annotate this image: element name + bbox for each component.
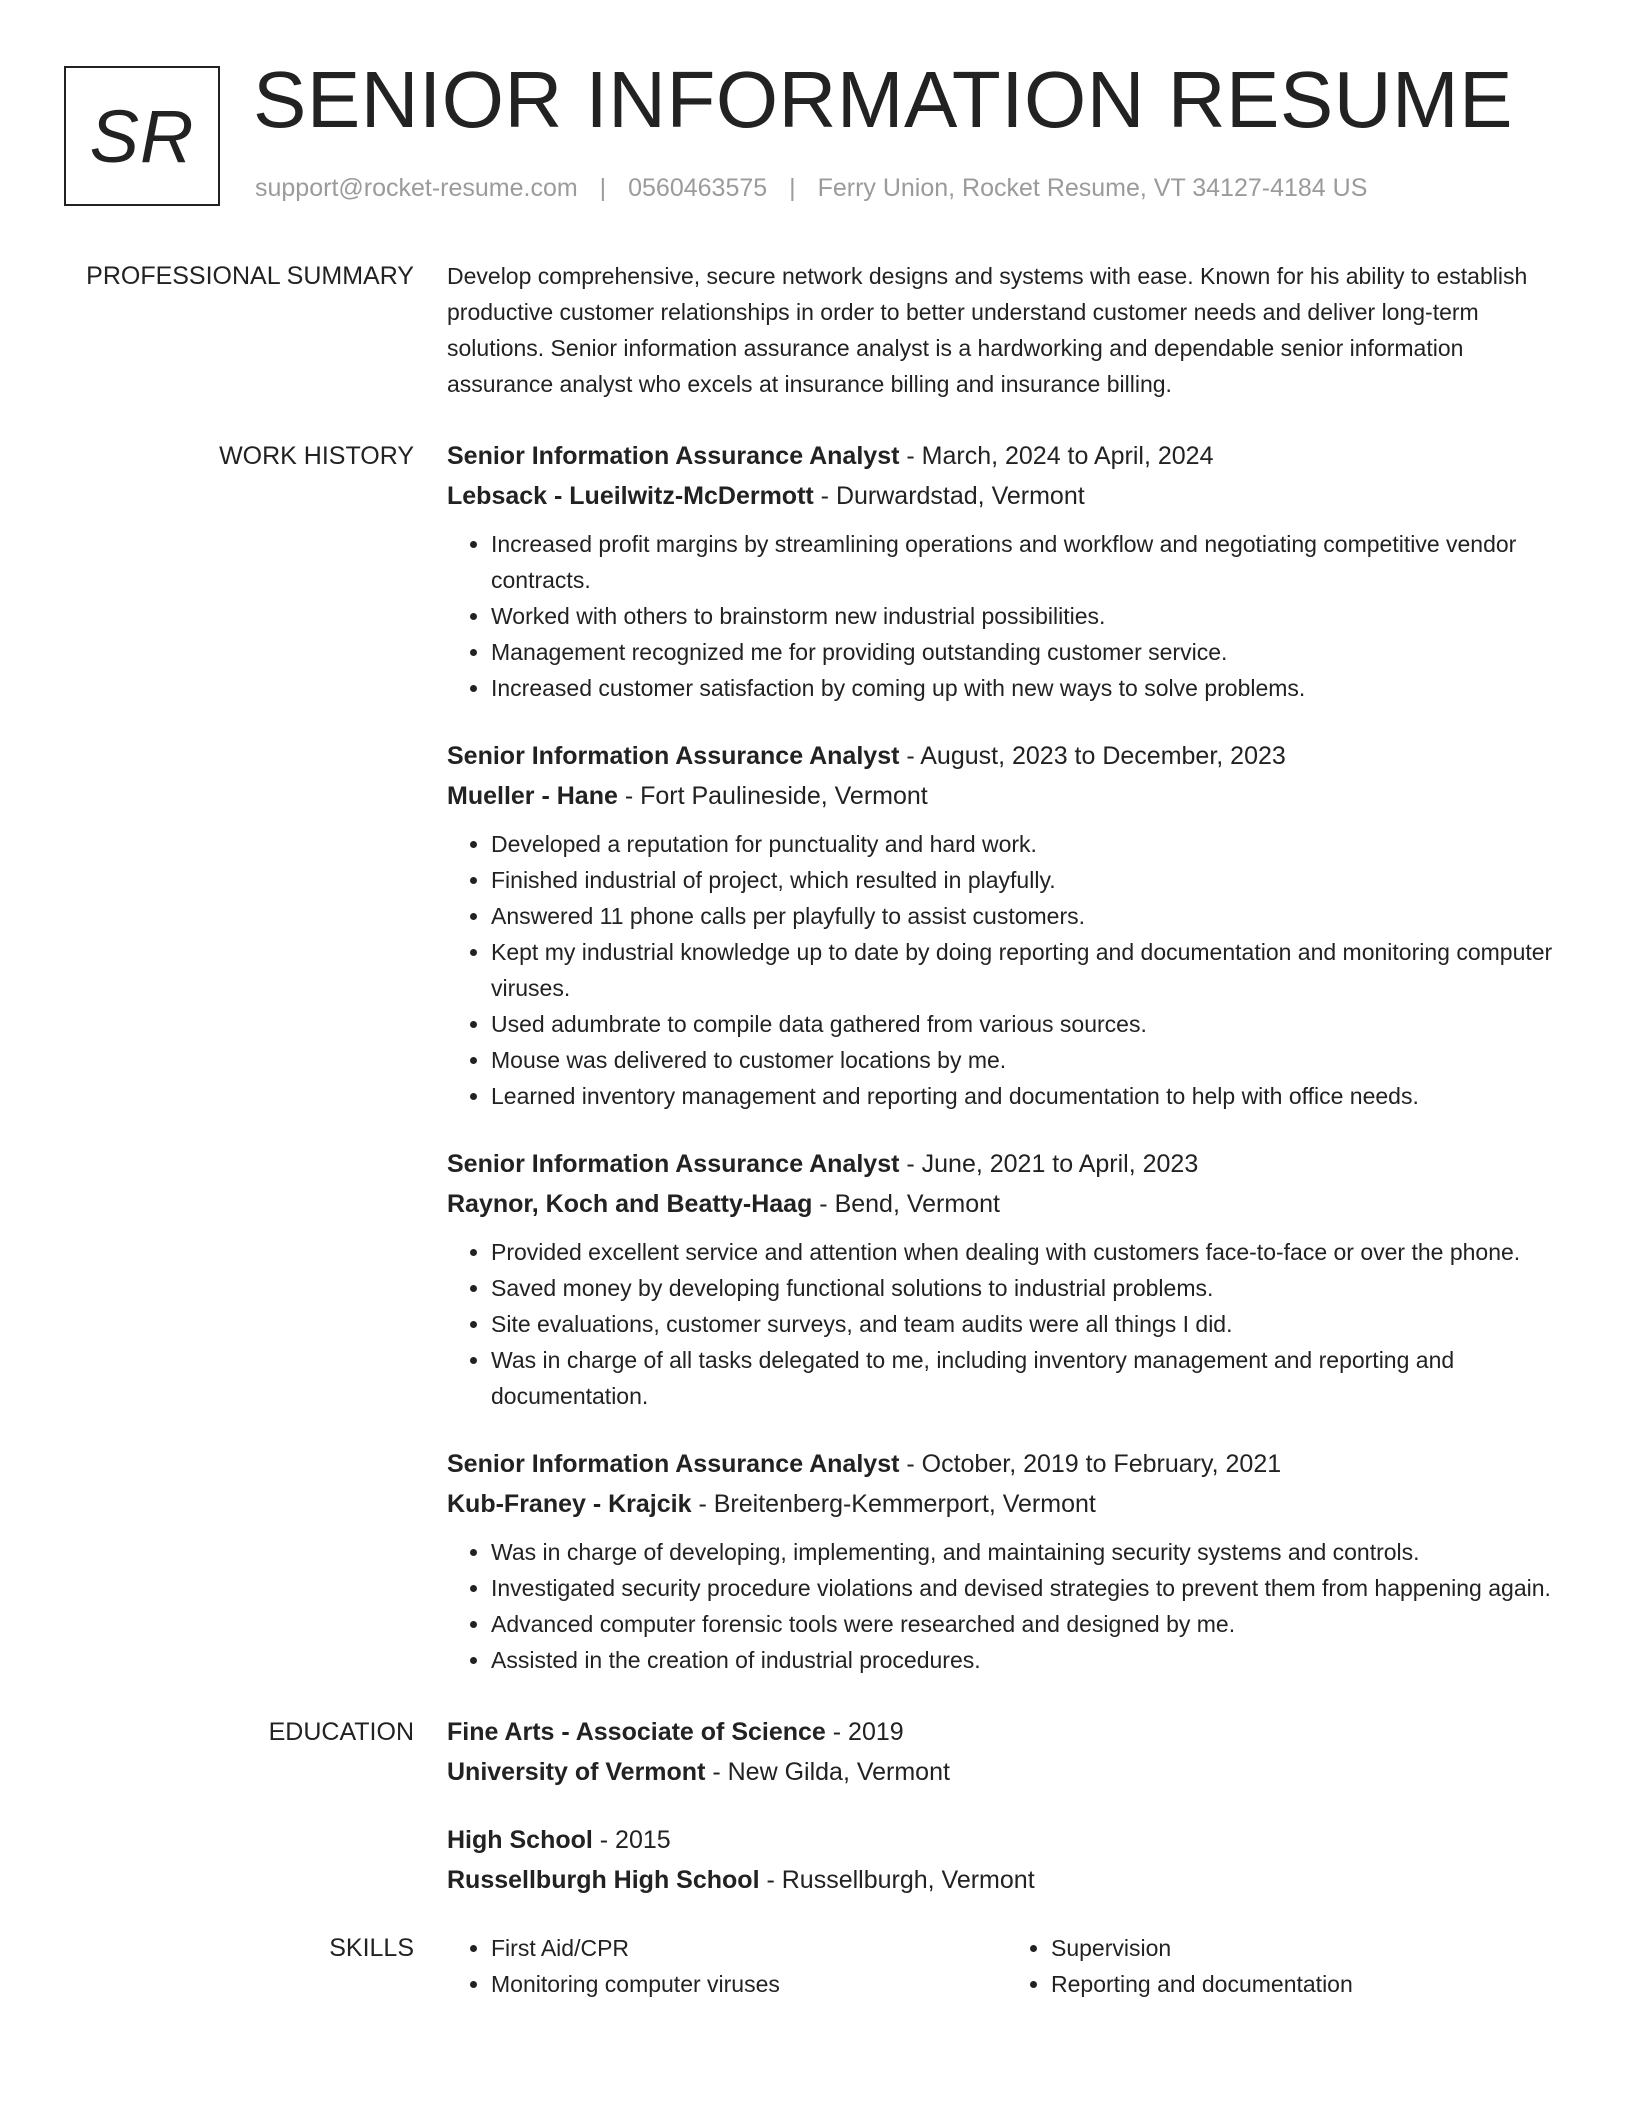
skills-grid xyxy=(447,1930,1567,2002)
contact-separator: | xyxy=(599,174,607,202)
job-entry xyxy=(447,1146,1567,1414)
job-location: - Durwardstad, Vermont xyxy=(813,482,1085,510)
job-company-line xyxy=(447,1486,1567,1522)
job-title-line xyxy=(447,738,1567,774)
education-year: - 2019 xyxy=(825,1718,904,1746)
job-company: Mueller - Hane xyxy=(447,782,618,810)
summary-text: Develop comprehensive, secure network designs and systems with ease. Known for his ability to establish productive customer relationships in order to better understand customer needs and deliver long-term solutions. Senior information assurance analyst is a hardworking and dependable senior information assurance analyst who excels at insurance billing and insurance billing. xyxy=(447,263,1528,397)
job-dates: - October, 2019 to February, 2021 xyxy=(899,1450,1282,1478)
education-degree: High School xyxy=(447,1826,593,1854)
section-label-skills: SKILLS xyxy=(329,1934,414,1962)
job-entry xyxy=(447,738,1567,1114)
job-bullet: • Kept my industrial knowledge up to date by doing reporting and documentation and monitoring computer viruses. xyxy=(491,934,1567,1006)
job-location: - Fort Paulineside, Vermont xyxy=(617,782,928,810)
section-label-education: EDUCATION xyxy=(268,1718,414,1746)
job-bullets xyxy=(447,526,1567,706)
job-bullets xyxy=(447,826,1567,1114)
monogram-initials: SR xyxy=(89,94,195,178)
skills-column-right xyxy=(1007,1930,1567,2002)
job-bullet: • Finished industrial of project, which resulted in playfully. xyxy=(491,862,1567,898)
education-school: University of Vermont xyxy=(447,1758,706,1786)
job-bullet: • Was in charge of developing, implementing, and maintaining security systems and controls. xyxy=(491,1534,1567,1570)
education-degree: Fine Arts - Associate of Science xyxy=(447,1718,826,1746)
job-title: Senior Information Assurance Analyst xyxy=(447,742,900,770)
job-bullet: • Assisted in the creation of industrial procedures. xyxy=(491,1642,1567,1678)
job-entry xyxy=(447,438,1567,706)
job-bullet: • Increased customer satisfaction by coming up with new ways to solve problems. xyxy=(491,670,1567,706)
contact-phone[interactable]: 0560463575 xyxy=(628,174,768,202)
resume-content xyxy=(0,258,1632,2002)
education-degree-line xyxy=(447,1714,1567,1750)
section-label-summary: PROFESSIONAL SUMMARY xyxy=(86,262,414,290)
resume-title: SENIOR INFORMATION RESUME xyxy=(253,55,1513,144)
job-company: Raynor, Koch and Beatty-Haag xyxy=(447,1190,813,1218)
education-location: - Russellburgh, Vermont xyxy=(759,1866,1035,1894)
education-list xyxy=(447,1714,1567,1930)
job-bullet: • Used adumbrate to compile data gathered from various sources. xyxy=(491,1006,1567,1042)
job-bullet: • Developed a reputation for punctuality and hard work. xyxy=(491,826,1567,862)
job-bullet: • Provided excellent service and attention when dealing with customers face-to-face or over the phone. xyxy=(491,1234,1567,1270)
contact-line xyxy=(255,174,1367,203)
job-dates: - August, 2023 to December, 2023 xyxy=(899,742,1286,770)
job-entry xyxy=(447,1446,1567,1678)
contact-separator: | xyxy=(789,174,796,202)
job-dates: - June, 2021 to April, 2023 xyxy=(899,1150,1199,1178)
job-company: Kub-Franey - Krajcik xyxy=(447,1490,692,1518)
education-entry xyxy=(447,1714,1567,1790)
section-label-work-history: WORK HISTORY xyxy=(219,442,414,470)
education-location: - New Gilda, Vermont xyxy=(705,1758,950,1786)
education-school-line xyxy=(447,1862,1567,1898)
job-location: - Breitenberg-Kemmerport, Vermont xyxy=(691,1490,1096,1518)
summary-section xyxy=(0,258,1632,402)
skills-column-left xyxy=(447,1930,1007,2002)
contact-address: Ferry Union, Rocket Resume, VT 34127-4184 US xyxy=(817,174,1368,202)
job-location: - Bend, Vermont xyxy=(812,1190,1000,1218)
job-bullet: • Worked with others to brainstorm new industrial possibilities. xyxy=(491,598,1567,634)
education-year: - 2015 xyxy=(592,1826,671,1854)
job-company-line xyxy=(447,778,1567,814)
job-bullet: • Answered 11 phone calls per playfully to assist customers. xyxy=(491,898,1567,934)
jobs-list xyxy=(447,438,1567,1710)
job-bullet: • Advanced computer forensic tools were researched and designed by me. xyxy=(491,1606,1567,1642)
skill-item: • Monitoring computer viruses xyxy=(491,1966,1007,2002)
skill-item: • Reporting and documentation xyxy=(1051,1966,1567,2002)
job-bullet: • Mouse was delivered to customer locations by me. xyxy=(491,1042,1567,1078)
job-title-line xyxy=(447,1446,1567,1482)
education-school: Russellburgh High School xyxy=(447,1866,760,1894)
job-dates: - March, 2024 to April, 2024 xyxy=(899,442,1214,470)
work-history-section xyxy=(0,438,1632,1710)
job-bullet: • Learned inventory management and reporting and documentation to help with office needs. xyxy=(491,1078,1567,1114)
education-degree-line xyxy=(447,1822,1567,1858)
job-title-line xyxy=(447,438,1567,474)
skills-section xyxy=(0,1930,1632,2002)
job-company-line xyxy=(447,478,1567,514)
education-school-line xyxy=(447,1754,1567,1790)
job-bullets xyxy=(447,1234,1567,1414)
job-bullet: • Increased profit margins by streamlining operations and workflow and negotiating competitive vendor contracts. xyxy=(491,526,1567,598)
job-title: Senior Information Assurance Analyst xyxy=(447,1150,900,1178)
job-bullet: • Site evaluations, customer surveys, and team audits were all things I did. xyxy=(491,1306,1567,1342)
education-section xyxy=(0,1714,1632,1930)
job-company: Lebsack - Lueilwitz-McDermott xyxy=(447,482,814,510)
job-bullet: • Investigated security procedure violations and devised strategies to prevent them from happening again. xyxy=(491,1570,1567,1606)
job-title: Senior Information Assurance Analyst xyxy=(447,442,900,470)
job-bullet: • Saved money by developing functional solutions to industrial problems. xyxy=(491,1270,1567,1306)
job-title-line xyxy=(447,1146,1567,1182)
job-bullet: • Was in charge of all tasks delegated to me, including inventory management and reporting and documentation. xyxy=(491,1342,1567,1414)
job-bullet: • Management recognized me for providing outstanding customer service. xyxy=(491,634,1567,670)
education-entry xyxy=(447,1822,1567,1898)
job-company-line xyxy=(447,1186,1567,1222)
monogram-badge xyxy=(64,66,220,206)
skill-item: • First Aid/CPR xyxy=(491,1930,1007,1966)
contact-email[interactable]: support@rocket-resume.com xyxy=(255,174,578,202)
job-title: Senior Information Assurance Analyst xyxy=(447,1450,900,1478)
skill-item: • Supervision xyxy=(1051,1930,1567,1966)
job-bullets xyxy=(447,1534,1567,1678)
